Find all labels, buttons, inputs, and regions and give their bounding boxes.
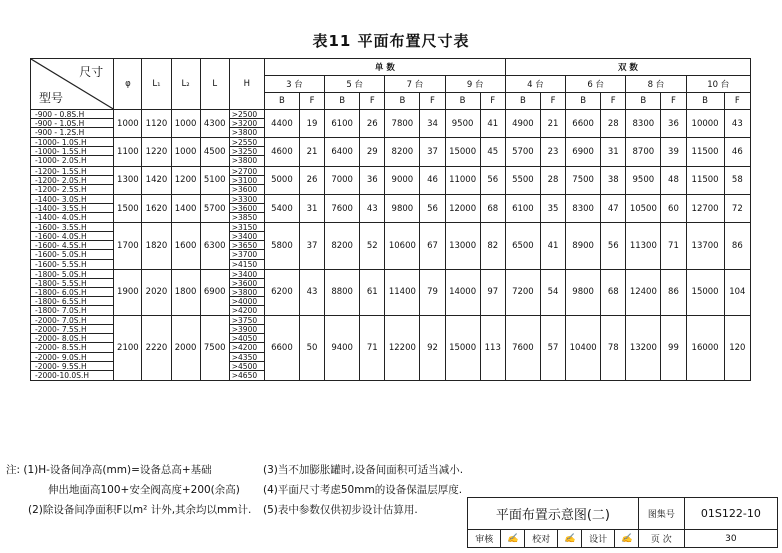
header-dimension-label: 尺寸: [79, 65, 104, 79]
model-list-item: -2000-10.0S.H: [35, 370, 89, 380]
model-list-item: -1400- 3.5S.H: [31, 204, 113, 213]
height-list: [229, 166, 264, 194]
height-list: [229, 194, 264, 222]
header-f: F: [724, 93, 750, 110]
cell-l: 5700: [200, 194, 229, 222]
cell-f: 67: [420, 223, 445, 270]
design-label: 设计: [581, 530, 614, 548]
header-f: F: [601, 93, 626, 110]
cell-phi: 1000: [114, 110, 142, 138]
height-list-item: >3300: [230, 195, 264, 204]
cell-phi: 1700: [114, 223, 142, 270]
cell-b: 13700: [686, 223, 724, 270]
cell-b: 4900: [505, 110, 540, 138]
cell-f: 72: [724, 194, 750, 222]
review-signature: ✍: [501, 530, 525, 548]
header-group: 6 台: [566, 76, 626, 93]
cell-b: 6900: [566, 138, 601, 166]
height-list-item: >3400: [230, 232, 264, 241]
cell-f: 29: [360, 138, 385, 166]
cell-phi: 1500: [114, 194, 142, 222]
cell-l1: 2020: [142, 269, 171, 316]
height-list-item: >4200: [231, 306, 258, 316]
header-b: B: [325, 93, 360, 110]
cell-b: 13200: [626, 316, 661, 381]
header-f: F: [420, 93, 445, 110]
cell-f: 86: [724, 223, 750, 270]
model-list-item: -2000- 7.0S.H: [31, 316, 113, 325]
header-group: 3 台: [264, 76, 324, 93]
cell-b: 8700: [626, 138, 661, 166]
cell-f: 92: [420, 316, 445, 381]
cell-l: 4500: [200, 138, 229, 166]
title-block: [467, 497, 778, 548]
cell-b: 11500: [686, 138, 724, 166]
model-list: [31, 138, 114, 166]
cell-f: 21: [540, 110, 565, 138]
note-5: (5)表中参数仅供初步设计估算用.: [263, 504, 418, 516]
cell-f: 37: [300, 223, 325, 270]
cell-b: 7600: [325, 194, 360, 222]
height-list-item: >4050: [230, 334, 264, 343]
table-row: [31, 316, 751, 381]
model-list-item: -1000- 2.0S.H: [35, 156, 87, 166]
check-label: 校对: [524, 530, 557, 548]
page-number: 30: [684, 530, 777, 548]
model-list-item: -1800- 5.5S.H: [31, 279, 113, 288]
header-f: F: [360, 93, 385, 110]
cell-f: 36: [661, 110, 686, 138]
model-list-item: -1000- 1.0S.H: [31, 138, 113, 147]
cell-b: 12700: [686, 194, 724, 222]
table-row: [31, 223, 751, 270]
cell-f: 21: [300, 138, 325, 166]
table-row: [31, 138, 751, 166]
cell-b: 6600: [566, 110, 601, 138]
cell-f: 120: [724, 316, 750, 381]
height-list-item: >4150: [231, 259, 258, 269]
cell-l1: 1820: [142, 223, 171, 270]
cell-b: 10600: [385, 223, 420, 270]
cell-f: 26: [360, 110, 385, 138]
layout-dimension-table: [30, 58, 751, 381]
note-1b: 伸出地面高100+安全阀高度+200(余高): [48, 484, 240, 496]
height-list: [229, 269, 264, 316]
cell-f: 38: [601, 166, 626, 194]
cell-b: 9800: [566, 269, 601, 316]
cell-b: 9500: [626, 166, 661, 194]
cell-f: 104: [724, 269, 750, 316]
cell-b: 11400: [385, 269, 420, 316]
cell-f: 99: [661, 316, 686, 381]
header-b: B: [445, 93, 480, 110]
cell-b: 15000: [686, 269, 724, 316]
cell-b: 5500: [505, 166, 540, 194]
cell-f: 31: [601, 138, 626, 166]
cell-b: 14000: [445, 269, 480, 316]
cell-b: 5400: [264, 194, 299, 222]
cell-b: 11500: [686, 166, 724, 194]
header-group: 9 台: [445, 76, 505, 93]
model-list-item: -1400- 3.0S.H: [31, 195, 113, 204]
cell-b: 9400: [325, 316, 360, 381]
cell-b: 7200: [505, 269, 540, 316]
cell-f: 60: [661, 194, 686, 222]
height-list-item: >4200: [230, 343, 264, 352]
atlas-label: 图集号: [638, 498, 684, 530]
header-b: B: [626, 93, 661, 110]
cell-b: 7600: [505, 316, 540, 381]
cell-b: 15000: [445, 316, 480, 381]
cell-phi: 2100: [114, 316, 142, 381]
cell-b: 11300: [626, 223, 661, 270]
cell-f: 113: [480, 316, 505, 381]
header-group: 4 台: [505, 76, 565, 93]
height-list-item: >2550: [230, 138, 264, 147]
cell-f: 58: [724, 166, 750, 194]
cell-f: 19: [300, 110, 325, 138]
header-group: 10 台: [686, 76, 751, 93]
drawing-title: 平面布置示意图(二): [468, 498, 639, 530]
atlas-number: 01S122-10: [684, 498, 777, 530]
header-f: F: [300, 93, 325, 110]
cell-f: 45: [480, 138, 505, 166]
model-list-item: -900 - 1.0S.H: [31, 119, 113, 128]
cell-f: 82: [480, 223, 505, 270]
cell-l1: 1420: [142, 166, 171, 194]
cell-l1: 2220: [142, 316, 171, 381]
cell-b: 12400: [626, 269, 661, 316]
model-list-item: -1800- 6.5S.H: [31, 297, 113, 306]
cell-b: 10000: [686, 110, 724, 138]
cell-b: 12200: [385, 316, 420, 381]
cell-b: 8200: [325, 223, 360, 270]
cell-l: 7500: [200, 316, 229, 381]
model-list-item: -1800- 5.0S.H: [31, 270, 113, 279]
header-phi: φ: [114, 59, 142, 110]
model-list-item: -2000- 9.5S.H: [31, 362, 113, 371]
check-signature: ✍: [558, 530, 582, 548]
header-l1: L₁: [142, 59, 171, 110]
table-row: [31, 194, 751, 222]
height-list-item: >3900: [230, 325, 264, 334]
cell-l: 4300: [200, 110, 229, 138]
notes-block: [6, 460, 464, 520]
design-signature: ✍: [615, 530, 639, 548]
cell-b: 12000: [445, 194, 480, 222]
height-list-item: >4500: [230, 362, 264, 371]
note-3: (3)当不加膨胀罐时,设备间面积可适当减小.: [263, 464, 464, 476]
note-2: (2)除设备间净面积F以m² 计外,其余均以mm计.: [28, 504, 252, 516]
height-list-item: >3650: [230, 241, 264, 250]
cell-l2: 1400: [171, 194, 200, 222]
cell-b: 6600: [264, 316, 299, 381]
cell-b: 6500: [505, 223, 540, 270]
cell-f: 61: [360, 269, 385, 316]
height-list: [229, 138, 264, 166]
note-4: (4)平面尺寸考虑50mm的设备保温层厚度.: [263, 484, 463, 496]
height-list-item: >4650: [231, 370, 258, 380]
cell-f: 57: [540, 316, 565, 381]
height-list-item: >3200: [230, 119, 264, 128]
model-list-item: -1200- 1.5S.H: [31, 167, 113, 176]
cell-b: 10400: [566, 316, 601, 381]
cell-b: 4600: [264, 138, 299, 166]
height-list-item: >3800: [230, 288, 264, 297]
cell-b: 15000: [445, 138, 480, 166]
cell-b: 16000: [686, 316, 724, 381]
cell-l: 6300: [200, 223, 229, 270]
model-list-item: -1600- 4.5S.H: [31, 241, 113, 250]
cell-f: 71: [360, 316, 385, 381]
cell-l1: 1220: [142, 138, 171, 166]
cell-f: 43: [300, 269, 325, 316]
cell-f: 68: [601, 269, 626, 316]
cell-l2: 1800: [171, 269, 200, 316]
cell-f: 39: [661, 138, 686, 166]
header-b: B: [566, 93, 601, 110]
cell-b: 8300: [626, 110, 661, 138]
cell-b: 8900: [566, 223, 601, 270]
cell-b: 13000: [445, 223, 480, 270]
cell-f: 71: [661, 223, 686, 270]
cell-f: 28: [601, 110, 626, 138]
model-list-item: -1600- 5.5S.H: [35, 259, 87, 269]
header-b: B: [686, 93, 724, 110]
page-label: 页 次: [638, 530, 684, 548]
cell-b: 6200: [264, 269, 299, 316]
model-list-item: -1800- 7.0S.H: [35, 306, 87, 316]
cell-l2: 2000: [171, 316, 200, 381]
model-list-item: -2000- 7.5S.H: [31, 325, 113, 334]
model-list: [31, 269, 114, 316]
header-f: F: [480, 93, 505, 110]
cell-b: 8200: [385, 138, 420, 166]
height-list: [229, 223, 264, 270]
note-1a: 注: (1)H-设备间净高(mm)=设备总高+基础: [6, 464, 212, 476]
model-list-item: -2000- 9.0S.H: [31, 353, 113, 362]
height-list-item: >2700: [230, 167, 264, 176]
cell-b: 9800: [385, 194, 420, 222]
height-list-item: >4350: [230, 353, 264, 362]
cell-l2: 1200: [171, 166, 200, 194]
cell-b: 10500: [626, 194, 661, 222]
cell-l2: 1000: [171, 110, 200, 138]
cell-phi: 1100: [114, 138, 142, 166]
model-list-item: -900 - 0.8S.H: [31, 110, 113, 119]
height-list-item: >4000: [230, 297, 264, 306]
cell-f: 47: [601, 194, 626, 222]
cell-b: 9000: [385, 166, 420, 194]
cell-b: 4400: [264, 110, 299, 138]
cell-f: 37: [420, 138, 445, 166]
cell-f: 56: [480, 166, 505, 194]
header-b: B: [385, 93, 420, 110]
table-row: [31, 110, 751, 138]
cell-f: 31: [300, 194, 325, 222]
model-list-item: -1600- 3.5S.H: [31, 223, 113, 232]
height-list-item: >3600: [230, 204, 264, 213]
model-list-item: -1200- 2.5S.H: [35, 184, 87, 194]
cell-f: 68: [480, 194, 505, 222]
model-list-item: -1200- 2.0S.H: [31, 176, 113, 185]
cell-b: 6100: [325, 110, 360, 138]
header-b: B: [264, 93, 299, 110]
cell-f: 43: [724, 110, 750, 138]
cell-b: 5700: [505, 138, 540, 166]
header-b: B: [505, 93, 540, 110]
cell-b: 7000: [325, 166, 360, 194]
cell-f: 56: [420, 194, 445, 222]
cell-b: 11000: [445, 166, 480, 194]
model-list-item: -1800- 6.0S.H: [31, 288, 113, 297]
cell-b: 8800: [325, 269, 360, 316]
cell-f: 28: [540, 166, 565, 194]
header-group: 5 台: [325, 76, 385, 93]
header-group: 7 台: [385, 76, 445, 93]
table-row: [31, 166, 751, 194]
header-l: L: [200, 59, 229, 110]
cell-f: 23: [540, 138, 565, 166]
model-list: [31, 223, 114, 270]
cell-b: 6100: [505, 194, 540, 222]
height-list: [229, 316, 264, 381]
table-row: [31, 269, 751, 316]
cell-b: 5000: [264, 166, 299, 194]
height-list-item: >3400: [230, 270, 264, 279]
header-single: 单 数: [264, 59, 505, 76]
cell-l2: 1000: [171, 138, 200, 166]
model-list: [31, 194, 114, 222]
cell-b: 5800: [264, 223, 299, 270]
cell-b: 8300: [566, 194, 601, 222]
table-title: 表11 平面布置尺寸表: [312, 32, 470, 50]
cell-f: 97: [480, 269, 505, 316]
height-list-item: >3100: [230, 176, 264, 185]
cell-phi: 1900: [114, 269, 142, 316]
header-f: F: [661, 93, 686, 110]
model-list-item: -1400- 4.0S.H: [35, 213, 87, 223]
model-list-item: -900 - 1.2S.H: [35, 128, 85, 138]
diagonal-header-cell: [31, 59, 114, 110]
cell-f: 48: [661, 166, 686, 194]
cell-f: 36: [360, 166, 385, 194]
header-group: 8 台: [626, 76, 686, 93]
model-list-item: -1600- 5.0S.H: [31, 250, 113, 259]
model-list: [31, 166, 114, 194]
cell-f: 46: [420, 166, 445, 194]
height-list-item: >3750: [230, 316, 264, 325]
height-list-item: >3800: [231, 156, 258, 166]
model-list-item: -2000- 8.5S.H: [31, 343, 113, 352]
cell-b: 7800: [385, 110, 420, 138]
cell-l: 6900: [200, 269, 229, 316]
header-model-label: 型号: [39, 91, 64, 105]
height-list-item: >3600: [231, 184, 258, 194]
cell-f: 52: [360, 223, 385, 270]
cell-b: 6400: [325, 138, 360, 166]
height-list-item: >2500: [230, 110, 264, 119]
model-list: [31, 316, 114, 381]
header-l2: L₂: [171, 59, 200, 110]
cell-f: 54: [540, 269, 565, 316]
height-list-item: >3250: [230, 147, 264, 156]
model-list-item: -1600- 4.0S.H: [31, 232, 113, 241]
cell-l1: 1120: [142, 110, 171, 138]
cell-f: 79: [420, 269, 445, 316]
cell-f: 56: [601, 223, 626, 270]
cell-f: 46: [724, 138, 750, 166]
cell-f: 34: [420, 110, 445, 138]
height-list-item: >3700: [230, 250, 264, 259]
header-h: H: [229, 59, 264, 110]
cell-f: 35: [540, 194, 565, 222]
cell-f: 26: [300, 166, 325, 194]
cell-f: 86: [661, 269, 686, 316]
cell-l1: 1620: [142, 194, 171, 222]
height-list: [229, 110, 264, 138]
cell-f: 50: [300, 316, 325, 381]
header-double: 双 数: [505, 59, 750, 76]
height-list-item: >3600: [230, 279, 264, 288]
cell-f: 41: [540, 223, 565, 270]
cell-f: 41: [480, 110, 505, 138]
cell-f: 43: [360, 194, 385, 222]
cell-b: 7500: [566, 166, 601, 194]
height-list-item: >3800: [231, 128, 258, 138]
model-list: [31, 110, 114, 138]
model-list-item: -1000- 1.5S.H: [31, 147, 113, 156]
cell-phi: 1300: [114, 166, 142, 194]
cell-f: 78: [601, 316, 626, 381]
height-list-item: >3850: [231, 213, 258, 223]
model-list-item: -2000- 8.0S.H: [31, 334, 113, 343]
height-list-item: >3150: [230, 223, 264, 232]
header-f: F: [540, 93, 565, 110]
cell-l2: 1600: [171, 223, 200, 270]
cell-l: 5100: [200, 166, 229, 194]
review-label: 审核: [468, 530, 501, 548]
cell-b: 9500: [445, 110, 480, 138]
